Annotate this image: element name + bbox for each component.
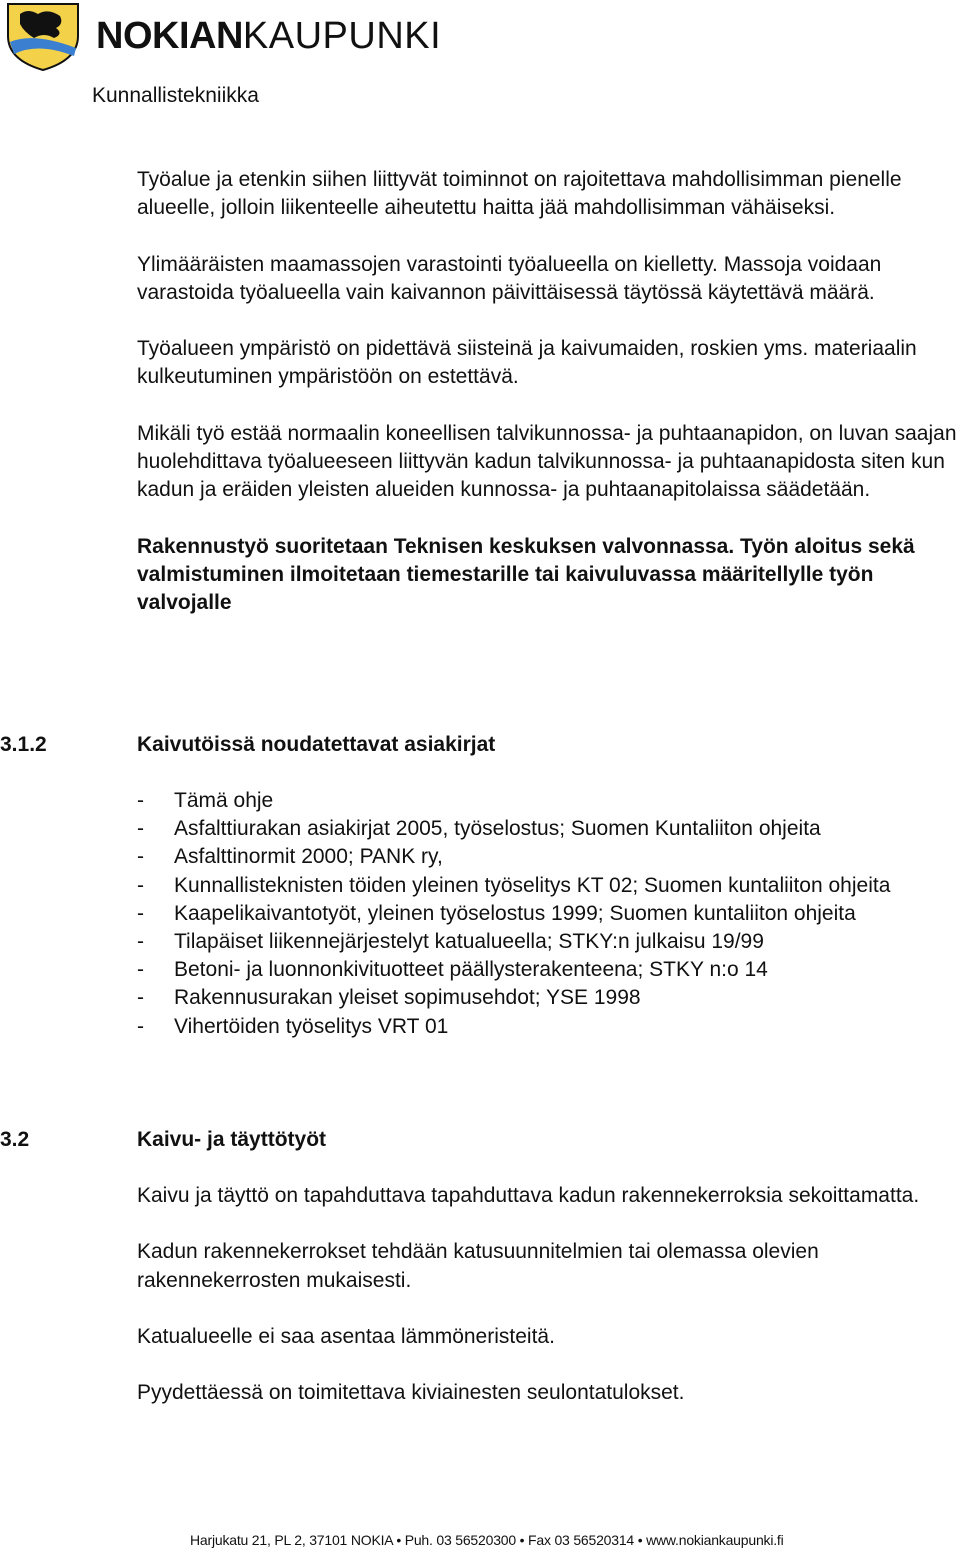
bold-paragraph: Rakennustyö suoritetaan Teknisen keskuksen valvonnassa. Työn aloitus sekä valmistuminen ilmoitetaan tiemestarille tai kaivuluvassa määritellylle työn valvojalle <box>137 534 915 614</box>
paragraph: Työalueen ympäristö on pidettävä siisteinä ja kaivumaiden, roskien yms. materiaalin kulkeutuminen ympäristöön on estettävä. <box>137 337 917 389</box>
city-crest-icon <box>4 2 82 72</box>
section-number: 3.1.2 <box>0 733 47 756</box>
list-item: - Betoni- ja luonnonkivituotteet päällysterakenteena; STKY n:o 14 <box>137 958 768 982</box>
logo-wordmark <box>96 16 441 56</box>
list-item: - Kaapelikaivantotyöt, yleinen työselostus 1999; Suomen kuntaliiton ohjeita <box>137 901 856 925</box>
intro-text <box>137 166 957 645</box>
list-item: - Asfalttinormit 2000; PANK ry, <box>137 845 443 869</box>
list-item: - Rakennusurakan yleiset sopimusehdot; YSE 1998 <box>137 986 641 1010</box>
list-item: - Vihertöiden työselitys VRT 01 <box>137 1014 449 1038</box>
logo-text-bold: NOKIAN <box>96 15 243 57</box>
paragraph: Ylimääräisten maamassojen varastointi työalueella on kielletty. Massoja voidaan varastoida työalueella vain kaivannon päivittäisessä täytössä käytettävä määrä. <box>137 252 882 304</box>
department-name: Kunnallistekniikka <box>92 84 259 107</box>
paragraph: Katualueelle ei saa asentaa lämmöneristeitä. <box>137 1324 555 1348</box>
paragraph: Kadun rakennekerrokset tehdään katusuunnitelmien tai olemassa olevien rakennekerrosten mukaisesti. <box>137 1240 819 1292</box>
section-title: Kaivu- ja täyttötyöt <box>137 1128 327 1151</box>
section-number: 3.2 <box>0 1128 30 1151</box>
documents-list <box>137 787 957 1041</box>
logo-text-light: KAUPUNKI <box>242 15 442 57</box>
nokian-kaupunki-logo <box>4 2 442 72</box>
list-item: - Asfalttiurakan asiakirjat 2005, työselostus; Suomen Kuntaliiton ohjeita <box>137 817 821 841</box>
section-title: Kaivutöissä noudatettavat asiakirjat <box>137 733 496 756</box>
paragraph: Työalue ja etenkin siihen liittyvät toiminnot on rajoitettava mahdollisimman pienelle alueelle, jolloin liikenteelle aiheutettu haitta jää mahdollisimman vähäiseksi. <box>137 168 902 220</box>
page-footer: Harjukatu 21, PL 2, 37101 NOKIA • Puh. 03 56520300 • Fax 03 56520314 • www.nokiankaupunki.fi <box>190 1532 784 1548</box>
paragraph: Kaivu ja täyttö on tapahduttava tapahduttava kadun rakennekerroksia sekoittamatta. <box>137 1184 920 1207</box>
list-item: - Tilapäiset liikennejärjestelyt katualueella; STKY:n julkaisu 19/99 <box>137 930 764 954</box>
list-item: - Tämä ohje <box>137 789 274 812</box>
list-item: - Kunnallisteknisten töiden yleinen työselitys KT 02; Suomen kuntaliiton ohjeita <box>137 873 891 897</box>
paragraph: Mikäli työ estää normaalin koneellisen talvikunnossa- ja puhtaanapidon, on luvan saajan huolehdittava työalueeseen liittyvän kadun talvikunnossa- ja puhtaanapidosta siten kun kadun ja eräiden yleisten alueiden kunnossa- ja puhtaanapitolaissa säädetään. <box>137 421 957 502</box>
section-3-2-text <box>137 1182 957 1436</box>
paragraph: Pyydettäessä on toimitettava kiviainesten seulontatulokset. <box>137 1381 685 1405</box>
